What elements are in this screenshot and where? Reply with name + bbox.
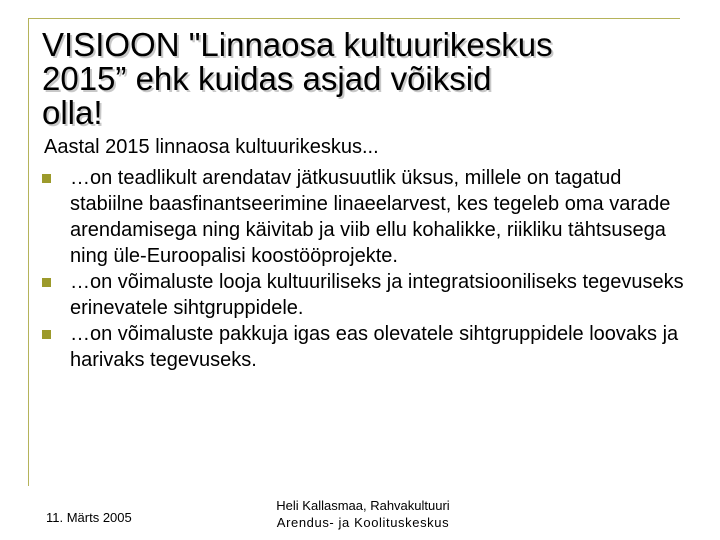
bullet-item: [40, 165, 690, 269]
slide-title-line-2: 2015” ehk kuidas asjad võiksid: [42, 60, 492, 97]
footer-author-line-2: Arendus- ja Koolituskeskus: [276, 515, 450, 530]
slide-title-line-3: olla!: [42, 94, 103, 131]
footer-date: 11. Märts 2005: [46, 510, 132, 525]
slide-title: [42, 28, 682, 130]
footer-author-line-1: Heli Kallasmaa, Rahvakultuuri: [276, 498, 450, 513]
footer-author: [238, 497, 488, 531]
bullet-text: …on võimaluste pakkuja igas eas olevatele sihtgruppidele loovaks ja harivaks tegevuseks.: [70, 323, 679, 371]
bullet-text: …on võimaluste looja kultuuriliseks ja integratsiooniliseks tegevuseks erinevatele sihtgruppidele.: [70, 271, 684, 319]
corner-rule-vertical: [28, 18, 29, 486]
slide-title-line-1: VISIOON "Linnaosa kultuurikeskus: [42, 26, 553, 63]
square-bullet-icon: [42, 174, 51, 183]
square-bullet-icon: [42, 278, 51, 287]
bullet-text: …on teadlikult arendatav jätkusuutlik üksus, millele on tagatud stabiilne baasfinantseerimine linaeelarvest, kes tegeleb oma varade arendamisega ning käivitab ja viib ellu kohalikke, riikliku tähtsusega ning üle-Euroopalisi koostööprojekte.: [70, 167, 671, 267]
bullet-item: [40, 321, 690, 373]
bullet-item: [40, 269, 690, 321]
square-bullet-icon: [42, 330, 51, 339]
slide-subtitle: Aastal 2015 linnaosa kultuurikeskus...: [44, 136, 379, 158]
corner-rule-horizontal: [28, 18, 680, 19]
bullet-list: [40, 165, 690, 373]
